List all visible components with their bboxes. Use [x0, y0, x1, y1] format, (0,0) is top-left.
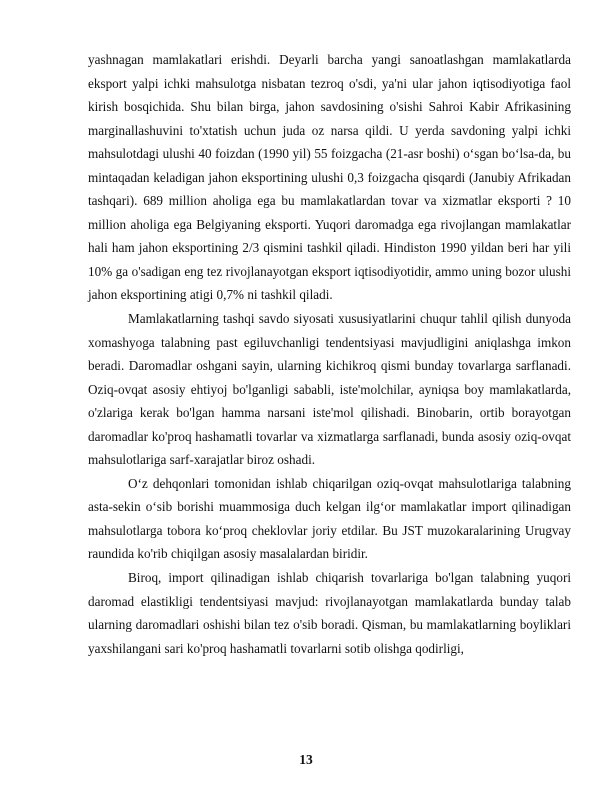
paragraph-trade-policy: Mamlakatlarning tashqi savdo siyosati xususiyatlarini chuqur tahlil qilish dunyoda xomashyoga talabning past egiluvchanligi tendentsiyasi mavjudligini aniqlashga imkon beradi. Daromadlar oshgani sayin, ularning kichikroq qismi bunday tovarlarga sarflanadi. Oziq-ovqat asosiy ehtiyoj bo'lganligi sababli, iste'molchilar, ayniqsa boy mamlakatlarda, o'zlariga kerak bo'lgan hamma narsani iste'mol qilishadi. Binobarin, ortib borayotgan daromadlar ko'proq hashamatli tovarlar va xizmatlarga sarflanadi, bunda asosiy oziq-ovqat mahsulotlariga sarf-xarajatlar biroz oshadi.	[88, 311, 571, 468]
page-number: 13	[299, 752, 313, 767]
paragraph-continued: yashnagan mamlakatlari erishdi. Deyarli barcha yangi sanoatlashgan mamlakatlarda eksport yalpi ichki mahsulotga nisbatan tezroq o'sdi, ya'ni ular jahon iqtisodiyotiga faol kirish bosqichida. Shu bilan birga, jahon savdosining o'sishi Sahroi Kabir Afrikasining marginallashuvini to'xtatish uchun juda oz narsa qildi. U yerda savdoning yalpi ichki mahsulotdagi ulushi 40 foizdan (1990 yil) 55 foizgacha (21-asr boshi) o‘sgan bo‘lsa-da, bu mintaqadan keladigan jahon eksportining ulushi 0,3 foizgacha qisqardi (Janubiy Afrikadan tashqari). 689 million aholiga ega bu mamlakatlardan tovar va xizmatlar eksporti ? 10 million aholiga ega Belgiyaning eksporti. Yuqori daromadga ega rivojlangan mamlakatlar hali ham jahon eksportining 2/3 qismini tashkil qiladi. Hindiston 1990 yildan beri har yili 10% ga o'sadigan eng tez rivojlanayotgan eksport iqtisodiyotidir, ammo uning bozor ulushi jahon eksportining atigi 0,7% ni tashkil qiladi.	[88, 52, 571, 303]
paragraph-advanced-countries: O‘z dehqonlari tomonidan ishlab chiqarilgan oziq-ovqat mahsulotlariga talabning asta-sekin o‘sib borishi muammosiga duch kelgan ilg‘or mamlakatlar import qilinadigan mahsulotlarga tobora ko‘proq cheklovlar joriy etdilar. Bu JST muzokaralarining Urugvay raundida ko'rib chiqilgan asosiy masalalardan biridir.	[88, 475, 571, 562]
paragraph-import-demand: Biroq, import qilinadigan ishlab chiqarish tovarlariga bo'lgan talabning yuqori daromad elastikligi tendentsiyasi mavjud: rivojlanayotgan mamlakatlarda bunday talab ularning daromadlari oshishi bilan tez o'sib boradi. Qisman, bu mamlakatlarning boyliklari yaxshilangani sari ko'proq hashamatli tovarlarni sotib olishga qodirligi,	[88, 570, 571, 656]
body-text	[88, 48, 571, 660]
